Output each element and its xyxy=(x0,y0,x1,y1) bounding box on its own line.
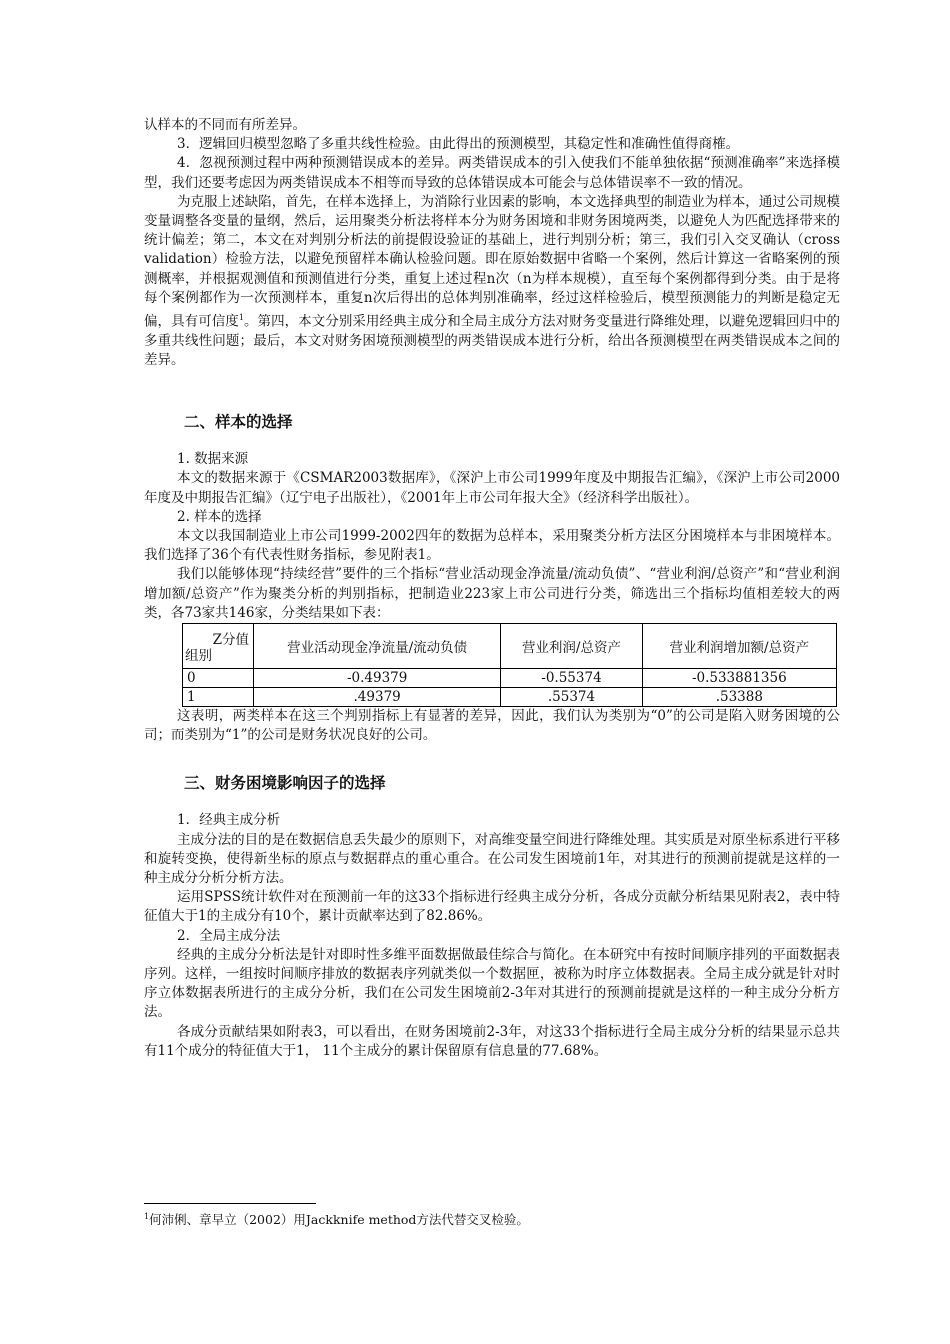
table-row xyxy=(183,687,837,706)
corner-label-top: Z分值 xyxy=(212,631,249,648)
table-corner-cell xyxy=(183,623,254,668)
footnote-divider xyxy=(144,1203,316,1204)
subheading: 2. 样本的选择 xyxy=(177,508,262,525)
subheading: 1. 数据来源 xyxy=(177,451,249,468)
paragraph: 经典的主成分分析法是针对即时性多维平面数据做最佳综合与简化。在本研究中有按时间顺序排列的平面数据表序列。这样，一组按时间顺序排放的数据表序列就类似一个数据匣，被称为时序立体数据表。全局主成分就是针对时序立体数据表所进行的主成分分析，我们在公司发生困境前2-3年对其进行的预测前提就是这样的一种主成分分析方法。 xyxy=(144,946,840,1021)
paragraph: 我们以能够体现“持续经营”要件的三个指标“营业活动现金净流量/流动负债”、“营业利润/总资产”和“营业利润增加额/总资产”作为聚类分析的判别指标，把制造业223家上市公司进行分类，筛选出三个指标均值相差较大的两类，各73家共146家，分类结果如下表： xyxy=(144,566,840,621)
paragraph: 本文以我国制造业上市公司1999-2002四年的数据为总样本，采用聚类分析方法区分困境样本与非困境样本。我们选择了36个有代表性财务指标，参见附表1。 xyxy=(144,527,840,564)
footnote-text: 何沛俐、章早立（2002）用Jackknife method方法代替交叉检验。 xyxy=(149,1212,529,1227)
column-header: 营业利润/总资产 xyxy=(501,623,642,668)
paragraph: 4．忽视预测过程中两种预测错误成本的差异。两类错误成本的引入使我们不能单独依据“预测准确率”来选择模型，我们还要考虑因为两类错误成本不相等而导致的总体错误成本可能会与总体错误率不一致的情况。 xyxy=(144,155,840,191)
paragraph: 各成分贡献结果如附表3，可以看出，在财务困境前2-3年，对这33个指标进行全局主成分分析的结果显示总共有11个成分的特征值大于1， 11个主成分的累计保留原有信息量的77.68%。 xyxy=(144,1023,840,1059)
paragraph: 认样本的不同而有所差异。 xyxy=(144,117,306,133)
group-cell: 1 xyxy=(183,687,254,706)
table-row xyxy=(183,668,837,687)
table-cell: -0.533881356 xyxy=(642,668,836,687)
page-body xyxy=(144,116,840,1061)
group-cell: 0 xyxy=(183,668,254,687)
paragraph: 运用SPSS统计软件对在预测前一年的这33个指标进行经典主成分分析，各成分贡献分析结果见附表2，表中特征值大于1的主成分有10个，累计贡献率达到了82.86%。 xyxy=(144,889,840,925)
table-cell: -0.49379 xyxy=(254,668,501,687)
section-heading: 三、财务困境影响因子的选择 xyxy=(184,774,386,793)
subheading: 2．全局主成分法 xyxy=(177,927,281,944)
paragraph xyxy=(144,193,840,370)
table-cell: .55374 xyxy=(501,687,642,706)
paragraph: 本文的数据来源于《CSMAR2003数据库》，《深沪上市公司1999年度及中期报告汇编》，《深沪上市公司2000年度及中期报告汇编》（辽宁电子出版社），《2001年上市公司年报大全》（经济科学出版社）。 xyxy=(144,470,840,506)
paragraph: 这表明，两类样本在这三个判别指标上有显著的差异，因此，我们认为类别为“0”的公司是陷入财务困境的公司；而类别为“1”的公司是财务状况良好的公司。 xyxy=(144,707,840,744)
table-cell: .53388 xyxy=(642,687,836,706)
paragraph-text: 。第四，本文分别采用经典主成分和全局主成分方法对财务变量进行降维处理，以避免逻辑回归中的多重共线性问题；最后，本文对财务困境预测模型的两类错误成本进行分析，给出各预测模型在两类错误成本之间的差异。 xyxy=(144,313,841,368)
subheading: 1．经典主成分析 xyxy=(177,812,281,829)
paragraph: 主成分法的目的是在数据信息丢失最少的原则下，对高维变量空间进行降维处理。其实质是对原坐标系进行平移和旋转变换，使得新坐标的原点与数据群点的重心重合。在公司发生困境前1年，对其进行的预测前提就是这样的一种主成分分析分析方法。 xyxy=(144,831,840,886)
table-cell: .49379 xyxy=(254,687,501,706)
column-header: 营业活动现金净流量/流动负债 xyxy=(254,623,501,668)
cluster-table xyxy=(182,623,837,707)
footnote-reference[interactable]: 1 xyxy=(238,313,244,323)
paragraph: 3．逻辑回归模型忽略了多重共线性检验。由此得出的预测模型，其稳定性和准确性值得商榷。 xyxy=(177,136,740,153)
section-heading: 二、样本的选择 xyxy=(184,413,293,432)
footnote-mark: 1 xyxy=(144,1211,150,1221)
table-cell: -0.55374 xyxy=(501,668,642,687)
column-header: 营业利润增加额/总资产 xyxy=(642,623,836,668)
corner-label-bottom: 组别 xyxy=(185,647,212,664)
footnote xyxy=(144,1210,529,1228)
table-header-row xyxy=(183,623,837,668)
paragraph-text: 为克服上述缺陷，首先，在样本选择上，为消除行业因素的影响，本文选择典型的制造业为样本，通过公司规模变量调整各变量的量纲，然后，运用聚类分析法将样本分为财务困境和非财务困境两类，以避免人为匹配选择带来的统计偏差；第二，本文在对判别分析法的前提假设验证的基础上，进行判别分析；第三，我们引入交叉确认（cross validation）检验方法，以避免预留样本确认检验问题。即在原始数据中省略一个案例，然后计算这一省略案例的预测概率，并根据观测值和预测值进行分类，重复上述过程n次（n为样本规模），直至每个案例都得到分类。由于是将每个案例都作为一次预测样本，重复n次后得出的总体判别准确率，经过这样检验后，模型预测能力的判断是稳定无偏，具有可信度 xyxy=(144,193,840,330)
